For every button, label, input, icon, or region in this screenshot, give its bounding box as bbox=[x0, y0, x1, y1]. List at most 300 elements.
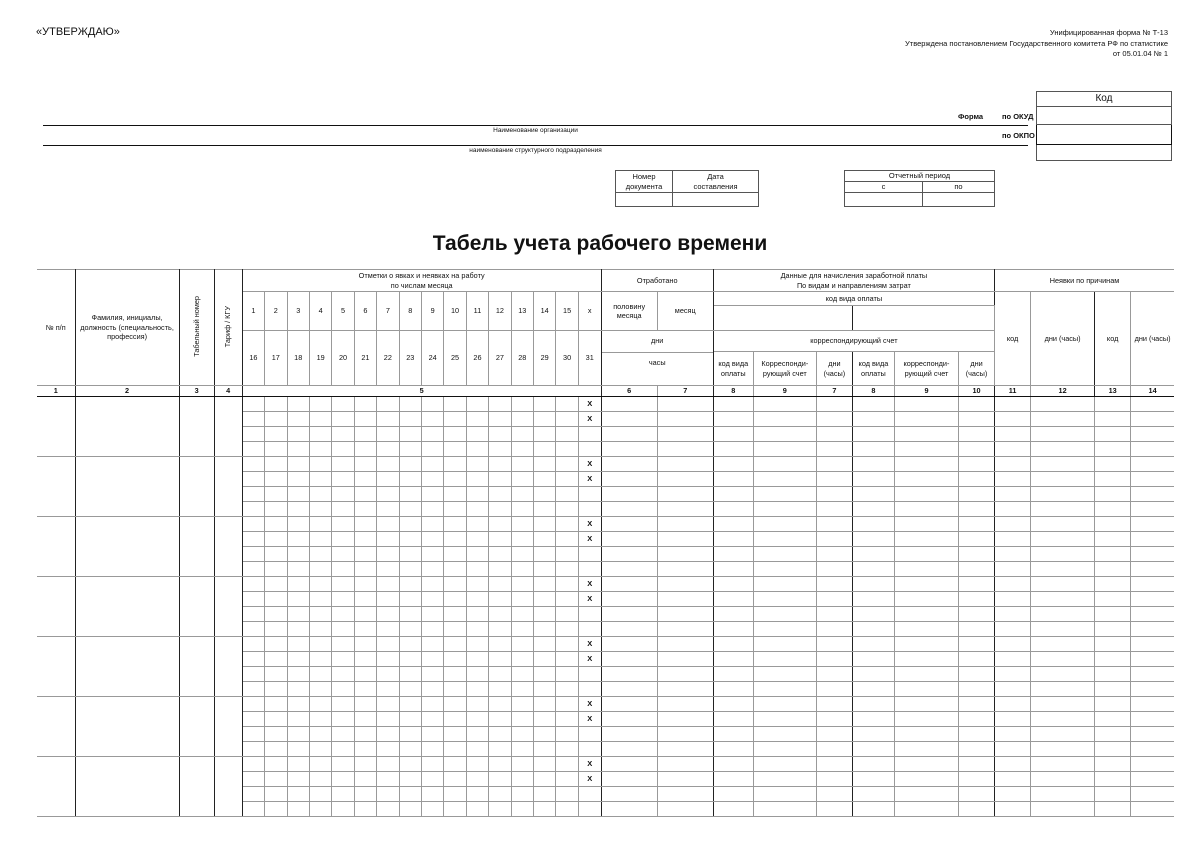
table-cell[interactable] bbox=[332, 426, 354, 441]
table-cell[interactable] bbox=[399, 666, 421, 681]
table-cell[interactable] bbox=[332, 726, 354, 741]
table-cell[interactable] bbox=[1031, 501, 1095, 516]
table-cell[interactable] bbox=[601, 576, 657, 591]
table-cell[interactable] bbox=[377, 501, 399, 516]
table-cell[interactable] bbox=[332, 486, 354, 501]
table-cell[interactable] bbox=[399, 456, 421, 471]
row-num-cell[interactable] bbox=[37, 756, 75, 816]
table-cell[interactable] bbox=[489, 786, 511, 801]
table-cell[interactable] bbox=[657, 516, 713, 531]
table-cell[interactable] bbox=[1131, 696, 1174, 711]
table-cell[interactable] bbox=[578, 486, 601, 501]
table-cell[interactable] bbox=[421, 711, 443, 726]
table-cell[interactable] bbox=[713, 516, 753, 531]
table-cell[interactable] bbox=[489, 651, 511, 666]
table-cell[interactable] bbox=[354, 456, 376, 471]
table-cell[interactable] bbox=[959, 621, 995, 636]
table-cell[interactable] bbox=[894, 696, 958, 711]
row-fio-cell[interactable] bbox=[75, 756, 179, 816]
table-cell[interactable] bbox=[556, 546, 578, 561]
table-cell[interactable] bbox=[995, 636, 1031, 651]
table-cell[interactable] bbox=[489, 636, 511, 651]
table-cell[interactable] bbox=[399, 756, 421, 771]
table-cell[interactable] bbox=[533, 486, 555, 501]
table-cell[interactable] bbox=[556, 396, 578, 411]
table-cell[interactable] bbox=[242, 741, 264, 756]
table-cell[interactable] bbox=[265, 471, 287, 486]
row-tab-cell[interactable] bbox=[179, 516, 214, 576]
table-cell[interactable] bbox=[753, 426, 816, 441]
table-cell[interactable] bbox=[466, 591, 488, 606]
table-cell[interactable] bbox=[556, 741, 578, 756]
table-cell[interactable] bbox=[265, 576, 287, 591]
table-cell[interactable] bbox=[332, 546, 354, 561]
table-cell[interactable] bbox=[511, 531, 533, 546]
row-fio-cell[interactable] bbox=[75, 516, 179, 576]
table-cell[interactable] bbox=[1031, 456, 1095, 471]
table-cell[interactable] bbox=[421, 651, 443, 666]
table-cell[interactable] bbox=[657, 396, 713, 411]
table-cell[interactable] bbox=[959, 681, 995, 696]
table-cell[interactable] bbox=[533, 786, 555, 801]
table-cell[interactable] bbox=[265, 786, 287, 801]
table-cell[interactable] bbox=[466, 726, 488, 741]
table-cell[interactable] bbox=[444, 726, 466, 741]
table-cell[interactable] bbox=[556, 606, 578, 621]
table-cell[interactable] bbox=[444, 501, 466, 516]
table-cell[interactable] bbox=[533, 561, 555, 576]
table-cell[interactable] bbox=[1131, 396, 1174, 411]
table-cell[interactable] bbox=[713, 411, 753, 426]
row-num-cell[interactable] bbox=[37, 456, 75, 516]
period-to-field[interactable] bbox=[923, 193, 995, 207]
table-cell[interactable] bbox=[852, 726, 894, 741]
table-cell[interactable] bbox=[894, 471, 958, 486]
table-cell[interactable] bbox=[489, 801, 511, 816]
table-cell[interactable] bbox=[959, 636, 995, 651]
table-cell[interactable] bbox=[287, 441, 309, 456]
table-cell[interactable] bbox=[816, 681, 852, 696]
table-cell[interactable] bbox=[1131, 486, 1174, 501]
table-cell[interactable] bbox=[852, 636, 894, 651]
table-cell[interactable] bbox=[421, 636, 443, 651]
table-cell[interactable] bbox=[377, 456, 399, 471]
table-cell[interactable] bbox=[995, 396, 1031, 411]
table-cell[interactable] bbox=[556, 441, 578, 456]
table-cell[interactable] bbox=[657, 726, 713, 741]
table-cell[interactable] bbox=[242, 711, 264, 726]
table-cell[interactable] bbox=[601, 486, 657, 501]
table-cell[interactable] bbox=[1095, 696, 1131, 711]
table-cell[interactable] bbox=[959, 486, 995, 501]
table-cell[interactable] bbox=[753, 531, 816, 546]
table-cell[interactable] bbox=[287, 726, 309, 741]
table-cell[interactable] bbox=[332, 636, 354, 651]
table-cell[interactable] bbox=[444, 411, 466, 426]
table-cell[interactable] bbox=[399, 411, 421, 426]
table-cell[interactable] bbox=[354, 561, 376, 576]
table-cell[interactable] bbox=[421, 801, 443, 816]
table-cell[interactable] bbox=[533, 771, 555, 786]
table-cell[interactable] bbox=[242, 576, 264, 591]
table-cell[interactable] bbox=[444, 576, 466, 591]
table-cell[interactable] bbox=[421, 576, 443, 591]
table-cell[interactable] bbox=[466, 501, 488, 516]
table-cell[interactable] bbox=[377, 561, 399, 576]
table-cell[interactable] bbox=[354, 606, 376, 621]
table-cell[interactable] bbox=[816, 456, 852, 471]
table-cell[interactable] bbox=[354, 666, 376, 681]
table-cell[interactable] bbox=[816, 741, 852, 756]
table-cell[interactable] bbox=[421, 621, 443, 636]
table-cell[interactable] bbox=[816, 591, 852, 606]
table-cell[interactable] bbox=[1031, 471, 1095, 486]
table-cell[interactable] bbox=[713, 801, 753, 816]
table-cell[interactable] bbox=[444, 681, 466, 696]
table-cell[interactable] bbox=[444, 741, 466, 756]
table-cell[interactable] bbox=[713, 471, 753, 486]
table-cell[interactable] bbox=[959, 516, 995, 531]
table-cell[interactable] bbox=[489, 531, 511, 546]
table-cell[interactable] bbox=[959, 396, 995, 411]
table-cell[interactable] bbox=[466, 471, 488, 486]
table-cell[interactable] bbox=[556, 801, 578, 816]
table-cell[interactable] bbox=[1031, 786, 1095, 801]
table-cell[interactable] bbox=[444, 396, 466, 411]
table-cell[interactable] bbox=[489, 756, 511, 771]
table-cell[interactable] bbox=[466, 561, 488, 576]
period-from-field[interactable] bbox=[845, 193, 923, 207]
table-cell[interactable] bbox=[332, 666, 354, 681]
table-cell[interactable] bbox=[816, 801, 852, 816]
table-cell[interactable] bbox=[556, 696, 578, 711]
table-cell[interactable] bbox=[511, 666, 533, 681]
table-cell[interactable] bbox=[533, 441, 555, 456]
table-cell[interactable] bbox=[489, 501, 511, 516]
table-cell[interactable] bbox=[287, 546, 309, 561]
table-cell[interactable] bbox=[377, 636, 399, 651]
table-cell[interactable] bbox=[444, 516, 466, 531]
table-cell[interactable] bbox=[332, 471, 354, 486]
table-cell[interactable] bbox=[511, 561, 533, 576]
table-cell[interactable] bbox=[511, 471, 533, 486]
table-cell[interactable] bbox=[995, 681, 1031, 696]
table-cell[interactable] bbox=[1131, 441, 1174, 456]
table-cell[interactable] bbox=[466, 576, 488, 591]
table-cell[interactable] bbox=[466, 696, 488, 711]
table-cell[interactable] bbox=[578, 786, 601, 801]
table-cell[interactable] bbox=[852, 681, 894, 696]
table-cell[interactable] bbox=[444, 756, 466, 771]
table-cell[interactable] bbox=[816, 636, 852, 651]
table-cell[interactable] bbox=[511, 696, 533, 711]
table-cell[interactable] bbox=[816, 426, 852, 441]
table-cell[interactable] bbox=[287, 636, 309, 651]
table-cell[interactable] bbox=[852, 651, 894, 666]
table-cell[interactable] bbox=[287, 711, 309, 726]
table-cell[interactable] bbox=[466, 651, 488, 666]
table-cell[interactable] bbox=[287, 396, 309, 411]
table-cell[interactable] bbox=[242, 621, 264, 636]
table-cell[interactable] bbox=[489, 546, 511, 561]
table-cell[interactable] bbox=[466, 681, 488, 696]
table-cell[interactable] bbox=[377, 471, 399, 486]
table-cell[interactable] bbox=[466, 486, 488, 501]
table-cell[interactable] bbox=[332, 741, 354, 756]
table-cell[interactable] bbox=[265, 636, 287, 651]
table-cell[interactable] bbox=[242, 456, 264, 471]
table-cell[interactable] bbox=[399, 741, 421, 756]
table-cell[interactable] bbox=[713, 636, 753, 651]
table-cell[interactable] bbox=[753, 561, 816, 576]
table-cell[interactable] bbox=[377, 666, 399, 681]
table-cell[interactable] bbox=[242, 696, 264, 711]
table-cell[interactable] bbox=[354, 726, 376, 741]
table-cell[interactable] bbox=[816, 771, 852, 786]
table-cell[interactable] bbox=[713, 711, 753, 726]
table-cell[interactable] bbox=[894, 786, 958, 801]
table-cell[interactable] bbox=[816, 756, 852, 771]
table-cell[interactable] bbox=[489, 576, 511, 591]
table-cell[interactable] bbox=[354, 711, 376, 726]
table-cell[interactable] bbox=[309, 621, 331, 636]
table-cell[interactable] bbox=[265, 441, 287, 456]
table-cell[interactable] bbox=[1031, 396, 1095, 411]
table-cell[interactable] bbox=[377, 696, 399, 711]
pay-code-field-2[interactable] bbox=[852, 306, 994, 331]
table-cell[interactable] bbox=[894, 681, 958, 696]
table-cell[interactable] bbox=[753, 741, 816, 756]
table-cell[interactable] bbox=[601, 546, 657, 561]
table-cell[interactable] bbox=[1031, 666, 1095, 681]
table-cell[interactable] bbox=[287, 501, 309, 516]
table-cell[interactable] bbox=[601, 471, 657, 486]
table-cell[interactable] bbox=[1031, 426, 1095, 441]
table-cell[interactable] bbox=[1095, 576, 1131, 591]
table-cell[interactable] bbox=[377, 726, 399, 741]
table-cell[interactable] bbox=[753, 486, 816, 501]
table-cell[interactable] bbox=[421, 516, 443, 531]
table-cell[interactable] bbox=[287, 786, 309, 801]
table-cell[interactable] bbox=[852, 666, 894, 681]
table-cell[interactable] bbox=[657, 666, 713, 681]
table-cell[interactable] bbox=[511, 411, 533, 426]
table-cell[interactable] bbox=[511, 546, 533, 561]
table-cell[interactable] bbox=[1095, 456, 1131, 471]
table-cell[interactable] bbox=[444, 531, 466, 546]
table-cell[interactable] bbox=[354, 531, 376, 546]
table-cell[interactable] bbox=[511, 441, 533, 456]
table-cell[interactable] bbox=[894, 651, 958, 666]
table-cell[interactable] bbox=[533, 471, 555, 486]
table-cell[interactable] bbox=[265, 801, 287, 816]
table-cell[interactable] bbox=[713, 606, 753, 621]
table-cell[interactable] bbox=[265, 456, 287, 471]
table-cell[interactable] bbox=[377, 756, 399, 771]
table-cell[interactable] bbox=[556, 501, 578, 516]
table-cell[interactable] bbox=[511, 426, 533, 441]
table-cell[interactable] bbox=[511, 486, 533, 501]
table-cell[interactable] bbox=[444, 471, 466, 486]
table-cell[interactable] bbox=[444, 786, 466, 801]
table-cell[interactable] bbox=[601, 561, 657, 576]
table-cell[interactable] bbox=[852, 456, 894, 471]
table-cell[interactable] bbox=[816, 561, 852, 576]
table-cell[interactable] bbox=[332, 501, 354, 516]
table-cell[interactable] bbox=[287, 666, 309, 681]
table-cell[interactable] bbox=[753, 501, 816, 516]
table-cell[interactable] bbox=[242, 636, 264, 651]
table-cell[interactable] bbox=[1095, 471, 1131, 486]
table-cell[interactable] bbox=[959, 711, 995, 726]
table-cell[interactable] bbox=[601, 456, 657, 471]
table-cell[interactable] bbox=[1031, 696, 1095, 711]
table-cell[interactable] bbox=[511, 501, 533, 516]
table-cell[interactable] bbox=[578, 681, 601, 696]
table-cell[interactable] bbox=[578, 546, 601, 561]
table-cell[interactable] bbox=[601, 696, 657, 711]
table-cell[interactable] bbox=[713, 651, 753, 666]
table-cell[interactable] bbox=[816, 576, 852, 591]
table-cell[interactable] bbox=[753, 591, 816, 606]
table-cell[interactable] bbox=[578, 501, 601, 516]
table-cell[interactable] bbox=[511, 576, 533, 591]
table-cell[interactable] bbox=[556, 651, 578, 666]
table-cell[interactable] bbox=[657, 741, 713, 756]
table-cell[interactable] bbox=[309, 801, 331, 816]
table-cell[interactable] bbox=[657, 411, 713, 426]
table-cell[interactable] bbox=[959, 441, 995, 456]
table-cell[interactable] bbox=[995, 621, 1031, 636]
table-cell[interactable] bbox=[309, 486, 331, 501]
table-cell[interactable] bbox=[1031, 726, 1095, 741]
okud-value[interactable] bbox=[1037, 107, 1172, 125]
table-cell[interactable] bbox=[287, 471, 309, 486]
table-cell[interactable] bbox=[309, 771, 331, 786]
table-cell[interactable] bbox=[489, 621, 511, 636]
table-cell[interactable] bbox=[377, 681, 399, 696]
table-cell[interactable] bbox=[287, 576, 309, 591]
table-cell[interactable] bbox=[1031, 711, 1095, 726]
table-cell[interactable] bbox=[1031, 756, 1095, 771]
table-cell[interactable] bbox=[287, 801, 309, 816]
table-cell[interactable] bbox=[959, 546, 995, 561]
table-cell[interactable] bbox=[287, 531, 309, 546]
table-cell[interactable] bbox=[894, 546, 958, 561]
row-num-cell[interactable] bbox=[37, 636, 75, 696]
table-cell[interactable] bbox=[1031, 636, 1095, 651]
row-num-cell[interactable] bbox=[37, 696, 75, 756]
table-cell[interactable] bbox=[511, 456, 533, 471]
table-cell[interactable] bbox=[332, 531, 354, 546]
table-cell[interactable] bbox=[556, 516, 578, 531]
table-cell[interactable] bbox=[852, 621, 894, 636]
table-cell[interactable] bbox=[511, 801, 533, 816]
table-cell[interactable] bbox=[852, 396, 894, 411]
table-cell[interactable] bbox=[601, 681, 657, 696]
table-cell[interactable] bbox=[556, 756, 578, 771]
table-cell[interactable] bbox=[377, 711, 399, 726]
table-cell[interactable] bbox=[489, 771, 511, 786]
table-cell[interactable] bbox=[894, 756, 958, 771]
table-cell[interactable] bbox=[657, 681, 713, 696]
row-tab-cell[interactable] bbox=[179, 396, 214, 456]
table-cell[interactable] bbox=[421, 456, 443, 471]
table-cell[interactable] bbox=[242, 516, 264, 531]
table-cell[interactable] bbox=[309, 441, 331, 456]
table-cell[interactable] bbox=[816, 696, 852, 711]
row-fio-cell[interactable] bbox=[75, 396, 179, 456]
table-cell[interactable] bbox=[399, 711, 421, 726]
table-cell[interactable] bbox=[309, 531, 331, 546]
table-cell[interactable] bbox=[601, 801, 657, 816]
table-cell[interactable] bbox=[533, 741, 555, 756]
table-cell[interactable] bbox=[894, 636, 958, 651]
table-cell[interactable] bbox=[489, 486, 511, 501]
table-cell[interactable] bbox=[995, 741, 1031, 756]
table-cell[interactable] bbox=[713, 426, 753, 441]
table-cell[interactable] bbox=[354, 516, 376, 531]
table-cell[interactable] bbox=[533, 726, 555, 741]
table-cell[interactable] bbox=[466, 516, 488, 531]
table-cell[interactable] bbox=[753, 711, 816, 726]
table-cell[interactable] bbox=[1031, 531, 1095, 546]
table-cell[interactable] bbox=[354, 756, 376, 771]
table-cell[interactable] bbox=[399, 501, 421, 516]
table-cell[interactable] bbox=[753, 681, 816, 696]
row-tariff-cell[interactable] bbox=[214, 696, 242, 756]
table-cell[interactable] bbox=[1095, 681, 1131, 696]
table-cell[interactable] bbox=[399, 591, 421, 606]
table-cell[interactable] bbox=[399, 576, 421, 591]
table-cell[interactable] bbox=[657, 441, 713, 456]
table-cell[interactable] bbox=[444, 546, 466, 561]
table-cell[interactable] bbox=[265, 681, 287, 696]
table-cell[interactable] bbox=[816, 786, 852, 801]
table-cell[interactable] bbox=[265, 426, 287, 441]
table-cell[interactable] bbox=[995, 456, 1031, 471]
table-cell[interactable] bbox=[1131, 471, 1174, 486]
table-cell[interactable] bbox=[466, 411, 488, 426]
table-cell[interactable] bbox=[556, 471, 578, 486]
table-cell[interactable] bbox=[1131, 456, 1174, 471]
table-cell[interactable] bbox=[556, 576, 578, 591]
table-cell[interactable] bbox=[556, 726, 578, 741]
table-cell[interactable] bbox=[713, 786, 753, 801]
table-cell[interactable] bbox=[852, 441, 894, 456]
table-cell[interactable] bbox=[533, 636, 555, 651]
table-cell[interactable] bbox=[421, 591, 443, 606]
table-cell[interactable] bbox=[242, 396, 264, 411]
row-tariff-cell[interactable] bbox=[214, 636, 242, 696]
table-cell[interactable] bbox=[1095, 396, 1131, 411]
table-cell[interactable] bbox=[444, 456, 466, 471]
table-cell[interactable] bbox=[816, 396, 852, 411]
table-cell[interactable] bbox=[354, 411, 376, 426]
table-cell[interactable] bbox=[995, 516, 1031, 531]
table-cell[interactable] bbox=[959, 726, 995, 741]
table-cell[interactable] bbox=[533, 651, 555, 666]
table-cell[interactable] bbox=[421, 696, 443, 711]
table-cell[interactable] bbox=[287, 516, 309, 531]
table-cell[interactable] bbox=[466, 666, 488, 681]
table-cell[interactable] bbox=[894, 441, 958, 456]
table-cell[interactable] bbox=[309, 726, 331, 741]
table-cell[interactable] bbox=[1131, 576, 1174, 591]
table-cell[interactable] bbox=[421, 471, 443, 486]
table-cell[interactable] bbox=[466, 396, 488, 411]
table-cell[interactable] bbox=[377, 771, 399, 786]
